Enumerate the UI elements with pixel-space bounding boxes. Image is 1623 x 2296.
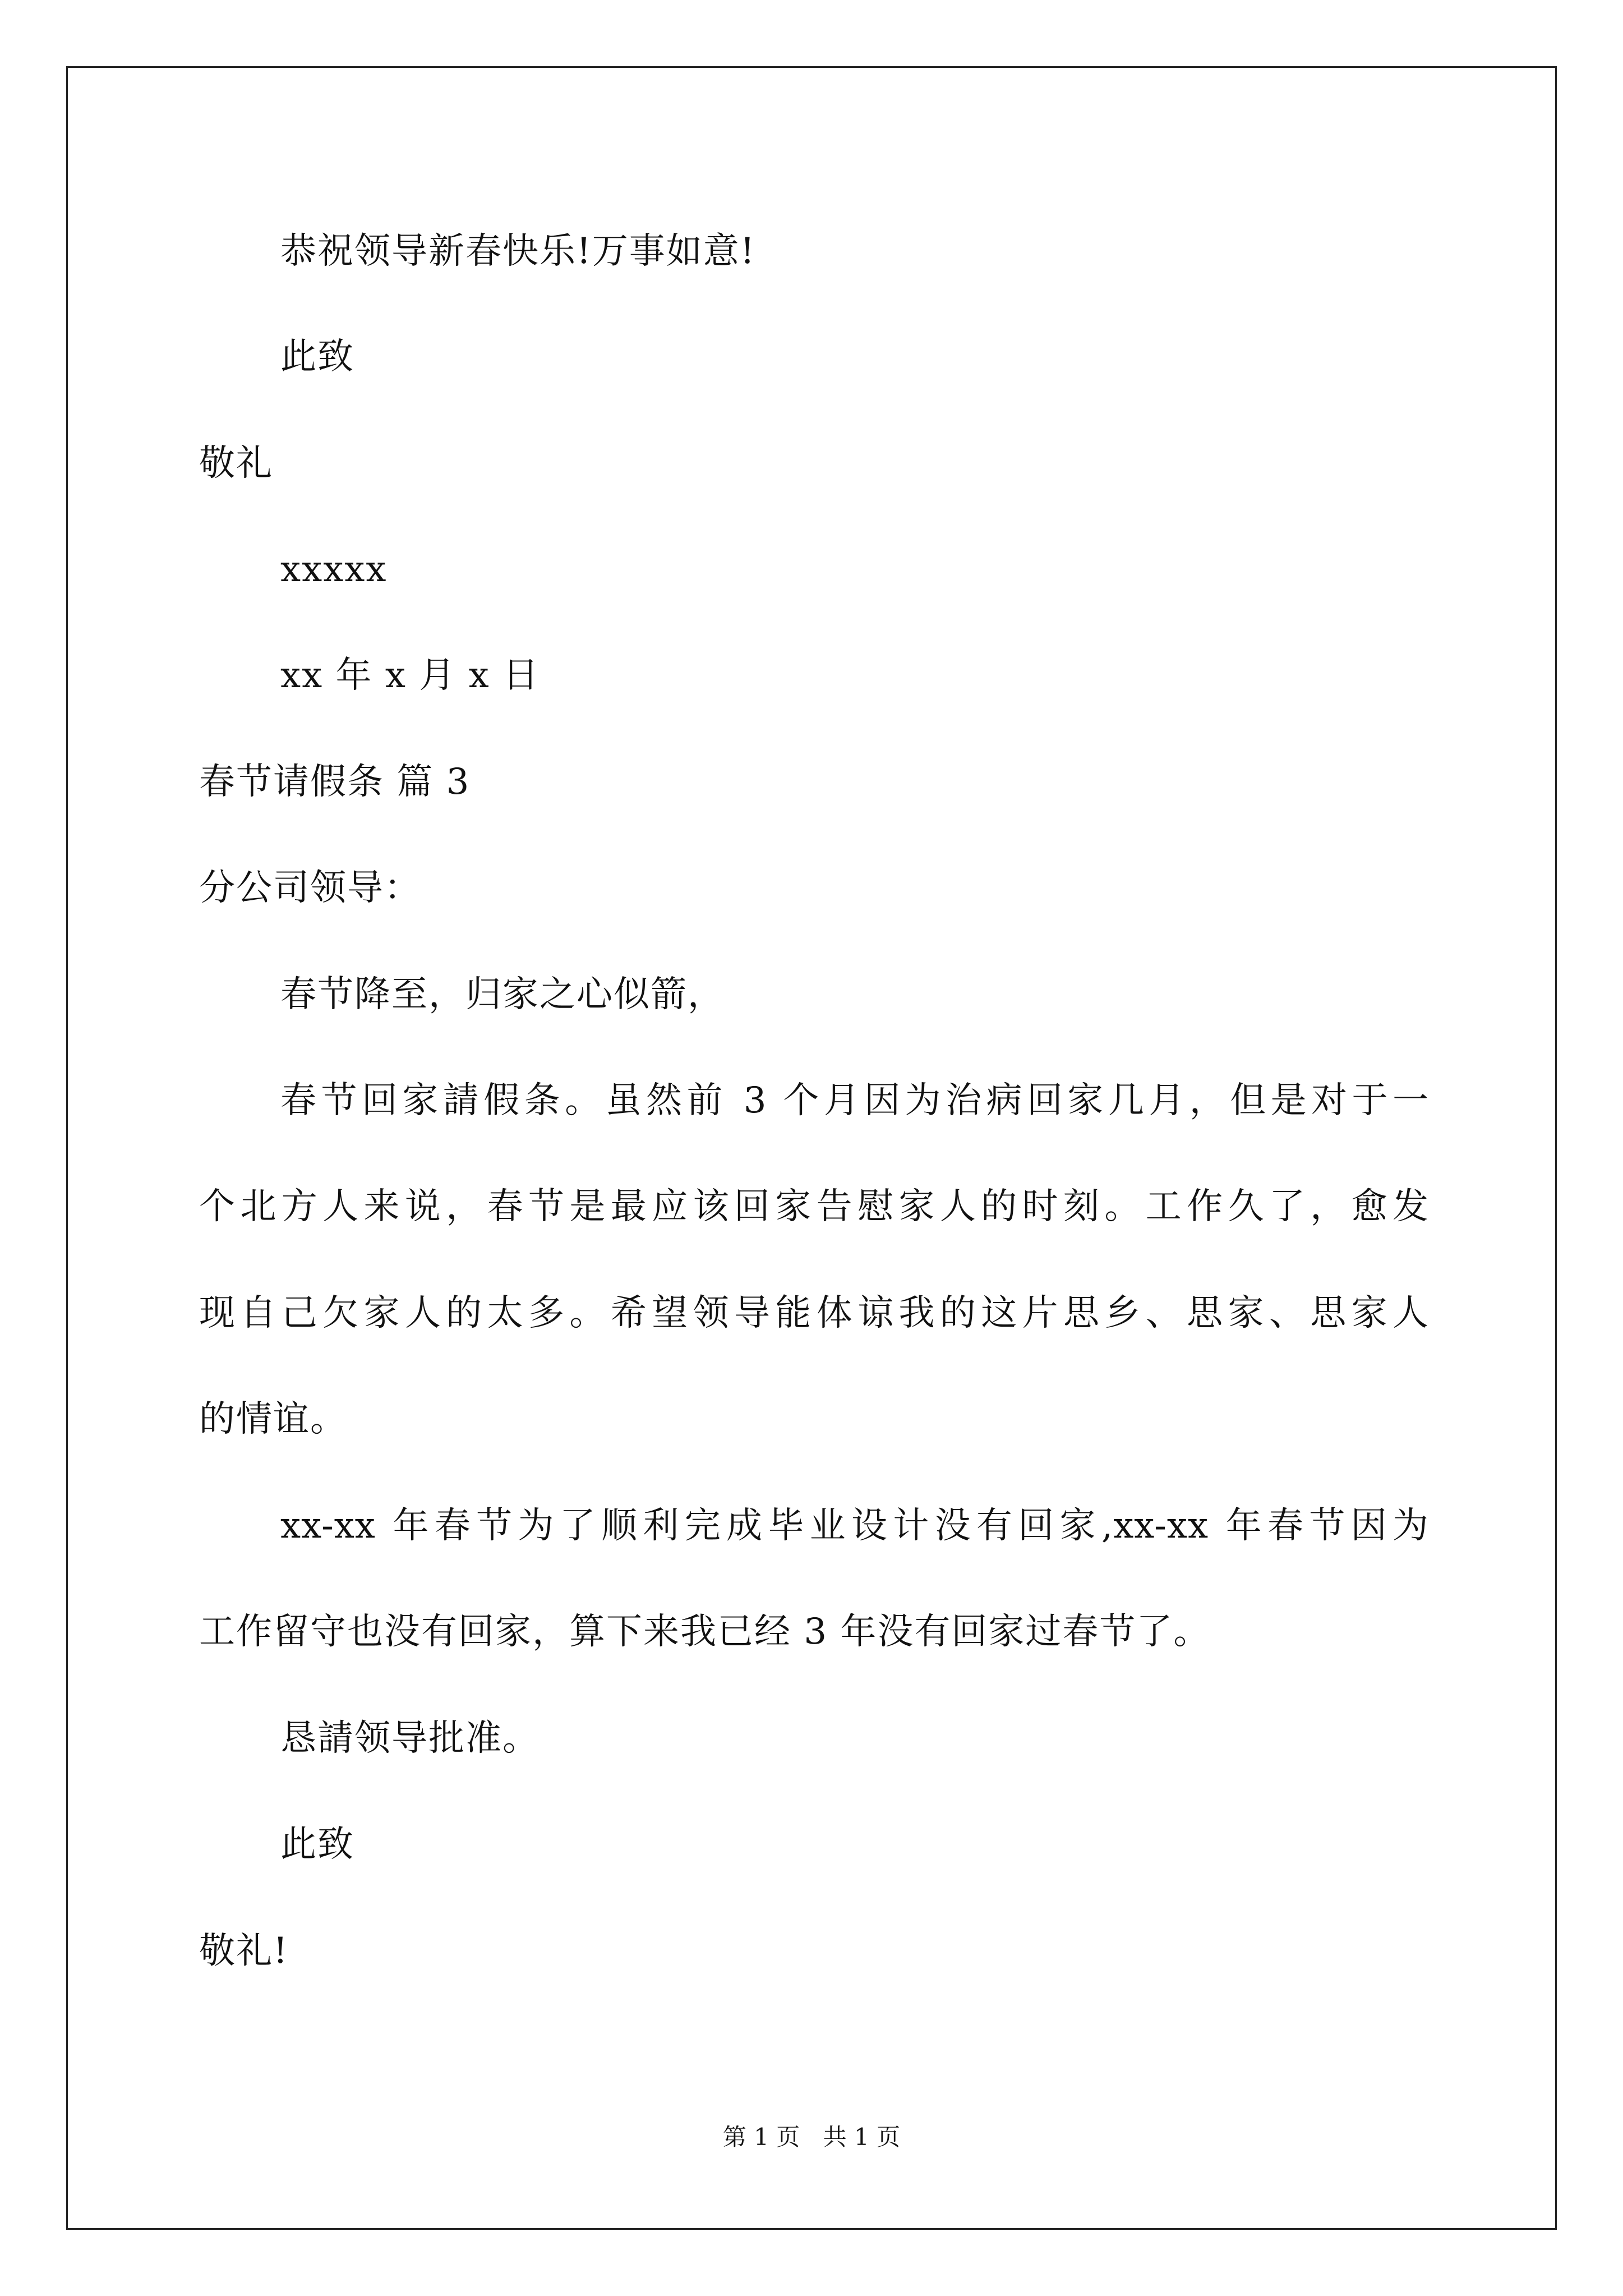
paragraph-2-line-2: 工作留守也没有回家，算下来我已经 3 年没有回家过春节了。: [199, 1611, 1211, 1653]
closing-cizhi-2: 此致: [280, 1824, 354, 1865]
closing-jingli-2: 敬礼!: [199, 1930, 289, 1972]
page-total: 共 1 页: [823, 2123, 901, 2151]
signature-name: xxxxx: [280, 549, 388, 590]
paragraph-2-line-1: xx-xx 年春节为了顺利完成毕业设计没有回家,xx-xx 年春节因为: [280, 1505, 1429, 1547]
page-frame: [66, 66, 1557, 2230]
salutation: 分公司领导：: [199, 867, 421, 909]
section-title: 春节请假条 篇 3: [199, 761, 471, 803]
paragraph-1-line-3: 现自己欠家人的太多。希望领导能体谅我的这片思乡、思家、思家人: [199, 1292, 1429, 1334]
request-approval: 恳請领导批准。: [280, 1718, 540, 1759]
page-number: 第 1 页: [722, 2123, 800, 2151]
paragraph-1-line-1: 春节回家請假条。虽然前 3 个月因为治病回家几月，但是对于一: [280, 1080, 1429, 1121]
body-opening: 春节降至，归家之心似箭，: [280, 974, 725, 1015]
page-footer: [0, 2123, 1623, 2151]
paragraph-1-line-2: 个北方人来说，春节是最应该回家告慰家人的时刻。工作久了，愈发: [199, 1186, 1429, 1227]
paragraph-1-line-4: 的情谊。: [199, 1398, 347, 1440]
greeting-line: 恭祝领导新春快乐!万事如意!: [280, 231, 756, 272]
signature-date: xx 年 x 月 x 日: [280, 655, 540, 696]
closing-jingli: 敬礼: [199, 443, 273, 484]
closing-cizhi: 此致: [280, 336, 354, 378]
